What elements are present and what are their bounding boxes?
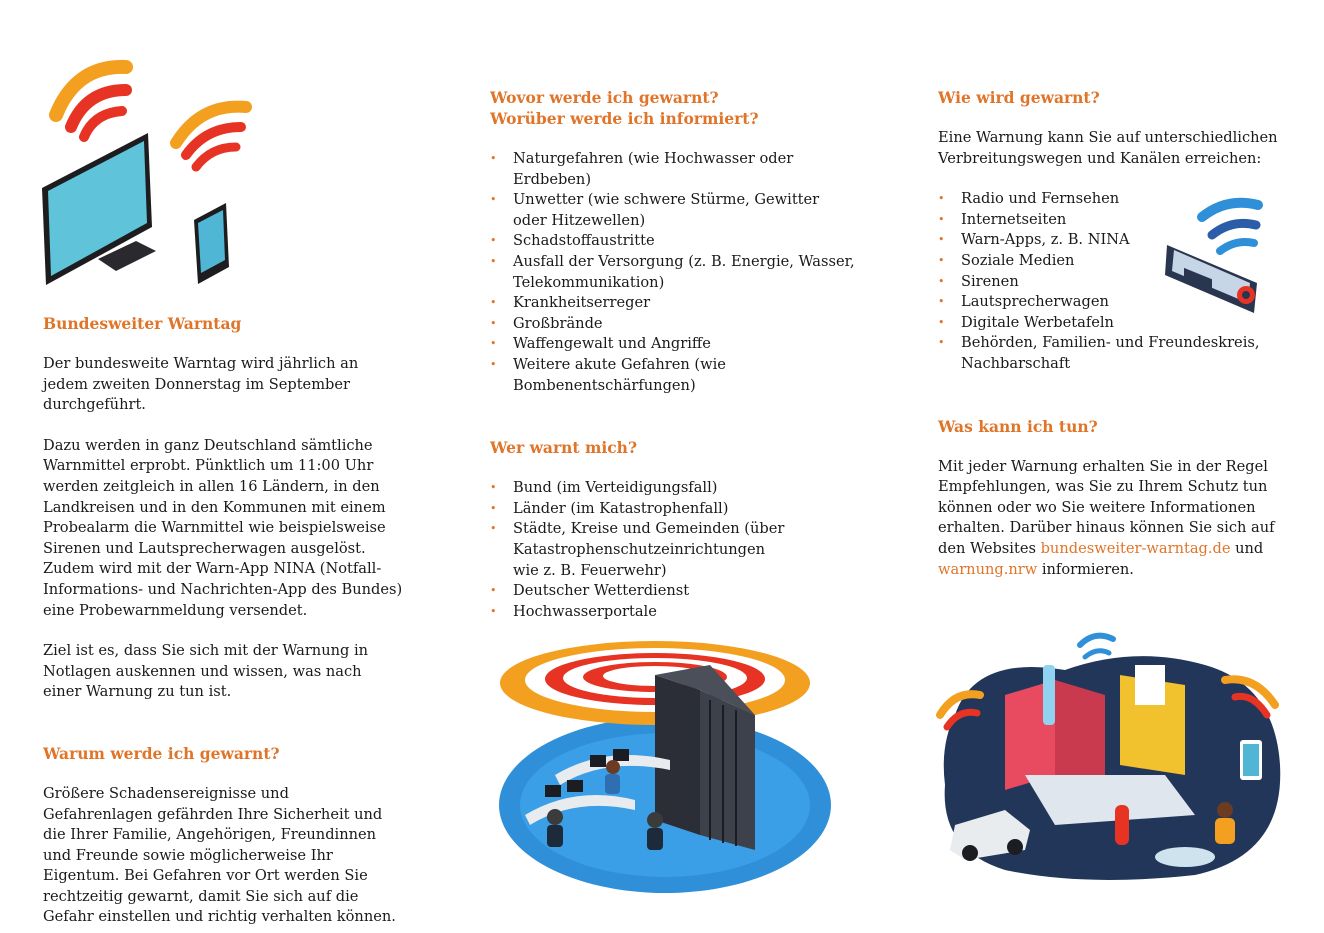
wie-heading: Wie wird gewarnt?	[938, 88, 1100, 107]
list-item: • Krankheitserreger	[490, 293, 855, 314]
list-item: • Behörden, Familien- und Freundeskreis, Nachbarschaft	[938, 333, 1268, 374]
list-item: • Hochwasserportale	[490, 602, 790, 623]
link-bundesweiter-warntag[interactable]: bundesweiter-warntag.de	[1040, 539, 1231, 557]
list-item: • Deutscher Wetterdienst	[490, 581, 790, 602]
list-item: • Bund (im Verteidigungsfall)	[490, 478, 790, 499]
tun-text-start: Mit jeder Warnung erhalten Sie in der Regel Empfehlungen, was Sie zu Ihrem Schutz tun können oder wo Sie weitere Informationen erhalten. Darüber hinaus können Sie sich auf den Websites	[938, 457, 1275, 557]
wer-heading: Wer warnt mich?	[490, 438, 638, 458]
warntag-paragraph-3: Ziel ist es, dass Sie sich mit der Warnung in Notlagen auskennen und wissen, was nach einer Warnung zu tun ist.	[43, 642, 369, 701]
warntag-paragraph-1: Der bundesweite Warntag wird jährlich an jedem zweiten Donnerstag im September durchgeführt.	[43, 355, 359, 414]
city-warning-illustration	[935, 625, 1285, 885]
warntag-heading: Bundesweiter Warntag	[43, 314, 242, 333]
wovor-list	[490, 149, 855, 396]
list-item: • Digitale Werbetafeln	[938, 313, 1268, 334]
tun-heading: Was kann ich tun?	[938, 416, 1098, 436]
list-item: • Ausfall der Versorgung (z. B. Energie, Wasser, Telekommunikation)	[490, 252, 855, 293]
list-item: • Naturgefahren (wie Hochwasser oder Erdbeben)	[490, 149, 855, 190]
list-item: • Weitere akute Gefahren (wie Bombenentschärfungen)	[490, 355, 803, 396]
wovor-heading-line-1: Wovor werde ich gewarnt?	[490, 88, 719, 107]
list-item: • Waffengewalt und Angriffe	[490, 334, 855, 355]
list-item: • Internetseiten	[938, 210, 1268, 231]
list-item: • Radio und Fernsehen	[938, 189, 1268, 210]
list-item: • Sirenen	[938, 272, 1268, 293]
list-item: • Unwetter (wie schwere Stürme, Gewitter oder Hitzewellen)	[490, 190, 855, 231]
warum-paragraph: Größere Schadensereignisse und Gefahrenlagen gefährden Ihre Sicherheit und die Ihrer Familie, Angehörigen, Freundinnen und Freunde sowie möglicherweise Ihr Eigentum. Bei Gefahren vor Ort werden Sie rechtzeitig gewarnt, damit Sie sich auf die Gefahr einstellen und richtig verhalten können.	[43, 784, 396, 926]
control-room-illustration	[495, 635, 835, 895]
tun-text-mid: und	[1230, 539, 1264, 557]
list-item: • Soziale Medien	[938, 251, 1268, 272]
link-warnung-nrw[interactable]: warnung.nrw	[938, 560, 1038, 578]
list-item: • Lautsprecherwagen	[938, 292, 1268, 313]
wer-list	[490, 478, 790, 622]
list-item: • Länder (im Katastrophenfall)	[490, 499, 790, 520]
warum-heading: Warum werde ich gewarnt?	[43, 743, 280, 763]
wovor-heading-line-2: Worüber werde ich informiert?	[490, 109, 759, 128]
tv-smartphone-illustration	[36, 55, 276, 295]
list-item: • Städte, Kreise und Gemeinden (über Katastrophenschutzeinrichtungen wie z. B. Feuerwehr)	[490, 519, 790, 581]
tun-paragraph	[938, 457, 1283, 581]
list-item: • Warn-Apps, z. B. NINA	[938, 230, 1268, 251]
list-item: • Großbrände	[490, 314, 855, 335]
warntag-paragraph-2: Dazu werden in ganz Deutschland sämtliche Warnmittel erprobt. Pünktlich um 11:00 Uhr werden zeitgleich in allen 16 Ländern, in den Landkreisen und in den Kommunen mit einem Probealarm die Warnmittel wie beispielsweise Sirenen und Lautsprecherwagen ausgelöst. Zudem wird mit der Warn-App NINA (Notfall-Informations- und Nachrichten-App des Bundes) eine Probewarnmeldung versendet.	[43, 436, 403, 619]
wie-paragraph: Eine Warnung kann Sie auf unterschiedlichen Verbreitungswegen und Kanälen erreichen:	[938, 129, 1278, 167]
tun-text-end: informieren.	[1037, 560, 1134, 578]
radio-illustration	[1162, 195, 1272, 320]
list-item: • Schadstoffaustritte	[490, 231, 855, 252]
